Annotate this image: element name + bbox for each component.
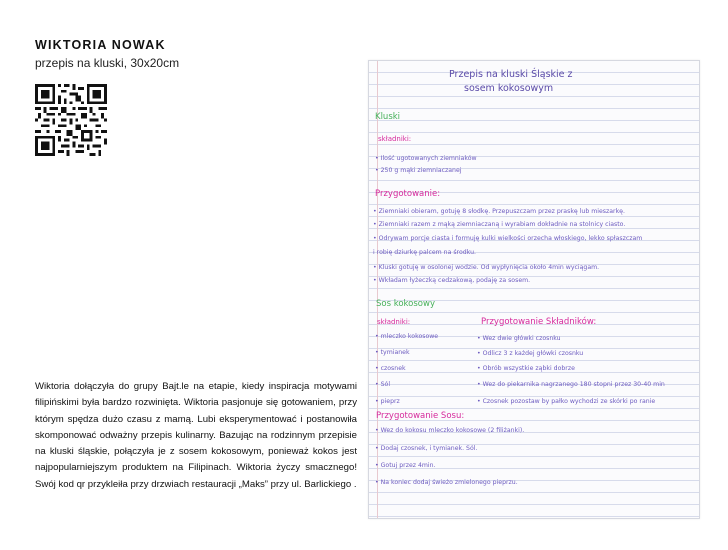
- kluski-ingredient-2: • 250 g mąki ziemniaczanej: [375, 167, 462, 174]
- kluski-ingredient-1: • Ilość ugotowanych ziemniaków: [375, 155, 477, 162]
- kluski-ingredients-label: składniki:: [378, 135, 412, 143]
- sos-ingredient-1: • mleczko kokosowe: [375, 333, 439, 340]
- sos-ingredient-5: • pieprz: [375, 398, 400, 405]
- sos-step-4: • Na koniec dodaj świeżo zmielonego pieprzu.: [375, 479, 518, 486]
- sos-ingredient-2: • tymianek: [375, 349, 410, 356]
- section-sos-heading: Sos kokosowy: [376, 299, 435, 309]
- recipe-title-line1: Przepis na kluski Śląskie z: [449, 69, 573, 80]
- sos-prep-step-4: • Wez do piekarnika nagrzanego 180 stopni przez 30-40 min: [477, 381, 665, 388]
- sos-prep-step-5: • Czosnek pozostaw by pałko wychodzi ze skórki po ranie: [477, 398, 656, 405]
- sos-step-1: • Wez do kokosu mleczko kokosowe (2 filiżanki).: [375, 427, 525, 434]
- sos-ingredient-4: • Sól: [375, 381, 391, 388]
- kluski-step-1: • Ziemniaki obieram, gotuję 8 słodkę. Przepuszczam przez praskę lub mieszarkę.: [373, 208, 625, 215]
- sos-prep-step-1: • Wez dwie główki czosnku: [477, 335, 561, 342]
- sos-step-3: • Gotuj przez 4min.: [375, 462, 436, 469]
- author-name: WIKTORIA NOWAK: [35, 38, 166, 52]
- sos-preparation-ingredients-heading: Przygotowanie Składników:: [481, 317, 597, 327]
- kluski-step-4: • Kluski gotuję w osolonej wodzie. Od wypłynięcia około 4min wyciągam.: [373, 264, 600, 271]
- kluski-step-3-cont: i robię dziurkę palcem na środku.: [373, 249, 476, 256]
- sos-ingredient-3: • czosnek: [375, 365, 406, 372]
- sos-prep-step-2: • Odlicz 3 z każdej główki czosnku: [477, 350, 584, 357]
- section-kluski-heading: Kluski: [375, 112, 401, 122]
- qr-code[interactable]: [35, 84, 107, 156]
- handwritten-recipe-page: [368, 60, 700, 519]
- artist-bio: Wiktoria dołączyła do grupy Bajt.le na etapie, kiedy inspiracja motywami filipińskimi była bardzo rozwinięta. Wiktoria pasjonuje się gotowaniem, przy którym spędza dużo czasu z mamą. Lubi eksperymentować i postanowiła skomponować odważny przepis kulinarny. Bazując na rodzinnym przepisie na kluski śląskie, połączyła je z sosem kokosowym, ponieważ kokos jest najpopularniejszym produktem na Filipinach. Wiktoria życzy smacznego! Swój kod qr przykleiła przy drzwiach restauracji „Maks” przy ul. Barlickiego .: [35, 381, 357, 490]
- artwork-subtitle: przepis na kluski, 30x20cm: [35, 56, 180, 70]
- kluski-preparation-label: Przygotowanie:: [375, 189, 441, 199]
- sos-ingredients-label: składniki:: [377, 318, 411, 326]
- kluski-step-3: • Odrywam porcje ciasta i formuję kulki wielkości orzecha włoskiego, lekko spłaszczam: [373, 235, 643, 242]
- sos-step-2: • Dodaj czosnek, i tymianek. Sól.: [375, 445, 478, 452]
- kluski-step-2: • Ziemniaki razem z mąką ziemniaczaną i wyrabiam dokładnie na stolnicy ciasto.: [373, 221, 626, 228]
- kluski-step-5: • Wkładam łyżeczką cedzakową, podaję za sosem.: [373, 277, 531, 284]
- sos-steps-heading: Przygotowanie Sosu:: [376, 411, 465, 421]
- recipe-title-line2: sosem kokosowym: [464, 83, 554, 94]
- sos-prep-step-3: • Obrób wszystkie ząbki dobrze: [477, 365, 575, 372]
